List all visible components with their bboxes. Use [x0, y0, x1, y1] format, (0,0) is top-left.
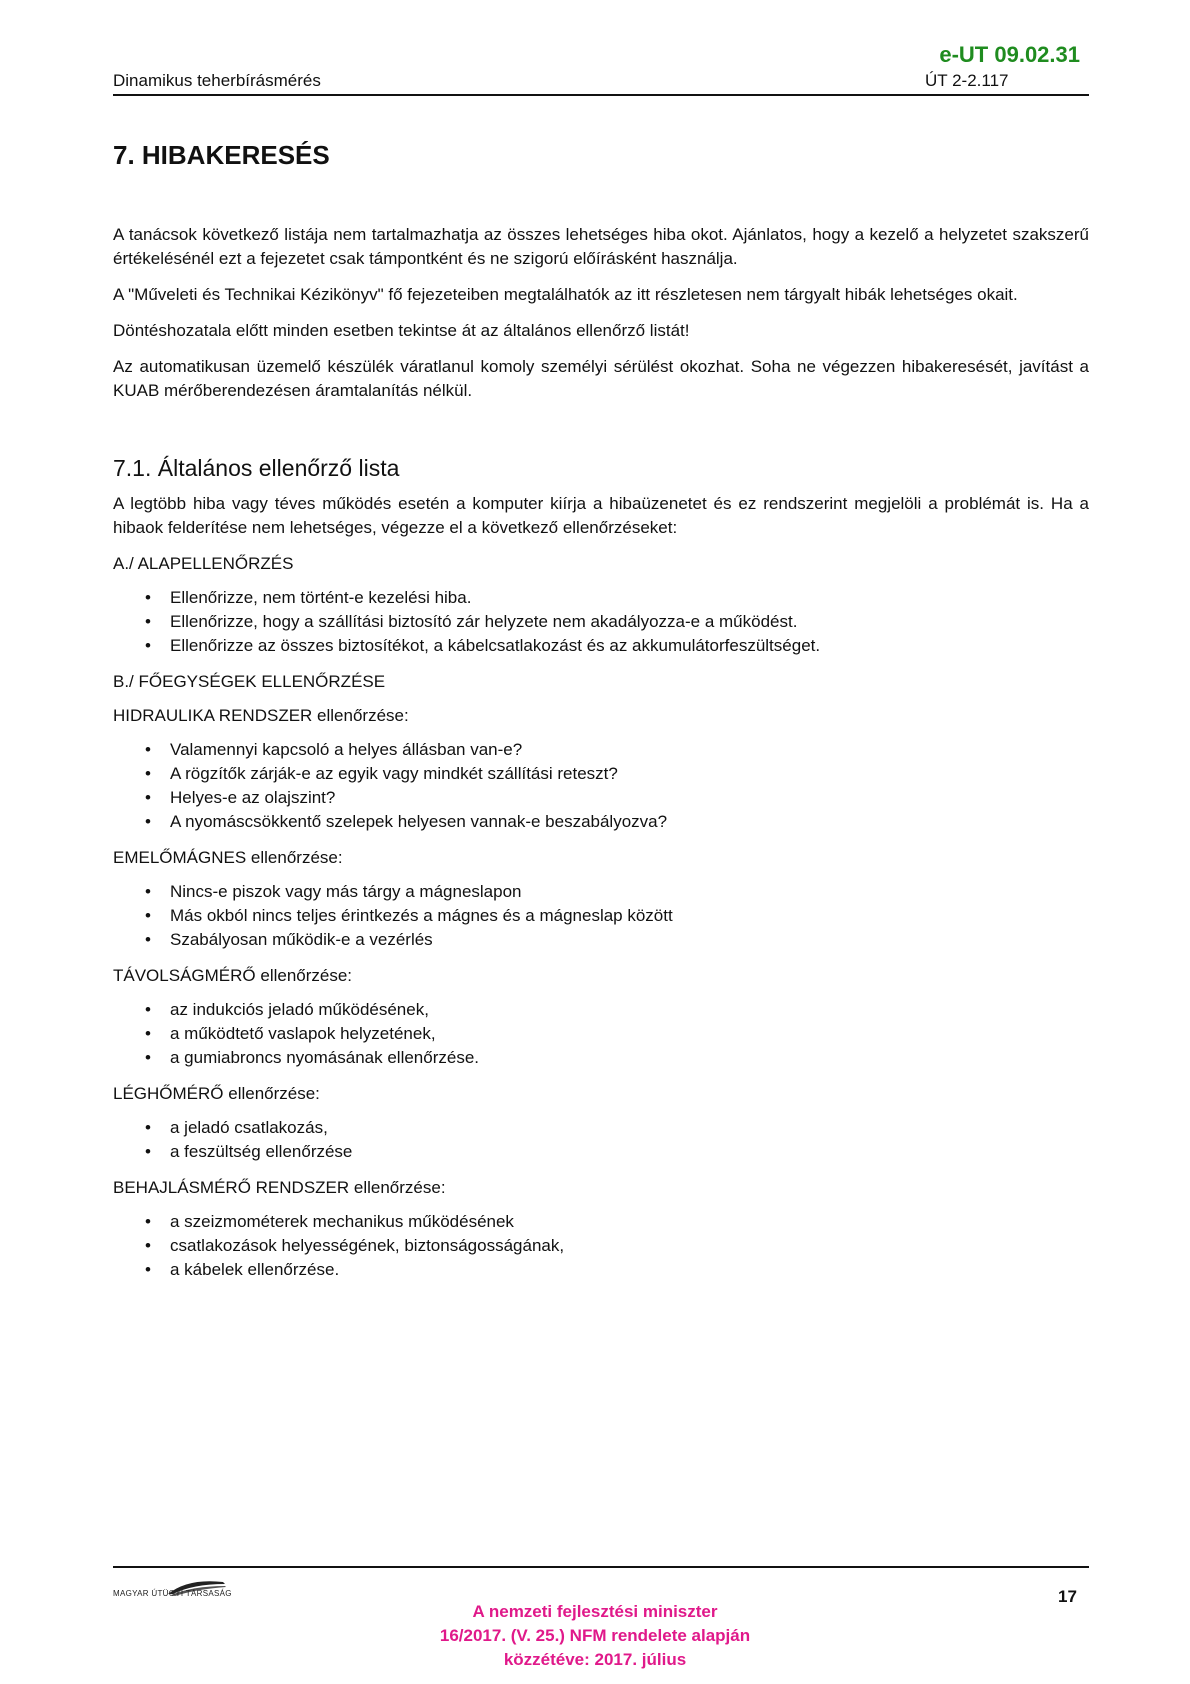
list-item: • a gumiabroncs nyomásának ellenőrzése. [145, 1046, 1089, 1070]
header-rule [113, 94, 1089, 96]
publication-note [0, 1600, 1190, 1672]
footer-rule [113, 1566, 1089, 1568]
hydraulics-title: HIDRAULIKA RENDSZER ellenőrzése: [113, 706, 409, 725]
list-item: • Szabályosan működik-e a vezérlés [145, 928, 1089, 952]
list-item: • a feszültség ellenőrzése [145, 1140, 1089, 1164]
magnet-title: EMELŐMÁGNES ellenőrzése: [113, 848, 343, 867]
list-item: • Más okból nincs teljes érintkezés a mágnes és a mágneslap között [145, 904, 1089, 928]
page-content [113, 140, 1089, 1294]
distance-list [113, 998, 1089, 1070]
list-item: • Ellenőrizze az összes biztosítékot, a kábelcsatlakozást és az akkumulátorfeszültséget. [145, 634, 1089, 658]
header-title: Dinamikus teherbírásmérés [113, 71, 321, 90]
main-units-title: B./ FŐEGYSÉGEK ELLENŐRZÉSE [113, 672, 386, 691]
intro-paragraph: A "Műveleti és Technikai Kézikönyv" fő fejezeteiben megtalálhatók az itt részletesen nem tárgyalt hibák lehetséges okait. [113, 285, 1018, 304]
magnet-list [113, 880, 1089, 952]
header-standard: ÚT 2-2.117 [925, 71, 1009, 90]
hydraulics-list [113, 738, 1089, 834]
logo-text: MAGYAR ÚTÜGYI TÁRSASÁG [113, 1589, 232, 1598]
thermometer-title: LÉGHŐMÉRŐ ellenőrzése: [113, 1084, 320, 1103]
list-item: • Ellenőrizze, nem történt-e kezelési hiba. [145, 586, 1089, 610]
publication-line: közzétéve: 2017. július [503, 1650, 687, 1669]
intro-paragraph: Az automatikusan üzemelő készülék váratlanul komoly személyi sérülést okozhat. Soha ne végezzen hibakeresését, javítást a KUAB mérőberendezésen áramtalanítás nélkül. [113, 357, 1089, 400]
list-item: • Helyes-e az olajszint? [145, 786, 1089, 810]
deflection-title: BEHAJLÁSMÉRŐ RENDSZER ellenőrzése: [113, 1178, 446, 1197]
list-item: • a szeizmométerek mechanikus működésének [145, 1210, 1089, 1234]
deflection-list [113, 1210, 1089, 1282]
chapter-title: 7. HIBAKERESÉS [113, 140, 330, 170]
page-number: 17 [1058, 1587, 1077, 1606]
intro-paragraph: A tanácsok következő listája nem tartalmazhatja az összes lehetséges hiba okot. Ajánlatos, hogy a kezelő a helyzetet szakszerű értékelésénél ezt a fejezetet csak támpontként és ne szigorú előírásként használja. [113, 225, 1089, 268]
list-item: • az indukciós jeladó működésének, [145, 998, 1089, 1022]
publication-line: 16/2017. (V. 25.) NFM rendelete alapján [439, 1626, 751, 1645]
publication-line: A nemzeti fejlesztési miniszter [472, 1602, 718, 1621]
section-intro: A legtöbb hiba vagy téves működés esetén a komputer kiírja a hibaüzenetet és ez rendszerint megjelöli a problémát is. Ha a hibaok felderítése nem lehetséges, végezze el a következő ellenőrzéseket: [113, 494, 1089, 537]
list-item: • a kábelek ellenőrzése. [145, 1258, 1089, 1282]
intro-paragraph: Döntéshozatala előtt minden esetben tekintse át az általános ellenőrző listát! [113, 321, 690, 340]
list-item: • Ellenőrizze, hogy a szállítási biztosító zár helyzete nem akadályozza-e a működést. [145, 610, 1089, 634]
thermometer-list [113, 1116, 1089, 1164]
section-title: 7.1. Általános ellenőrző lista [113, 455, 400, 481]
list-item: • a jeladó csatlakozás, [145, 1116, 1089, 1140]
list-item: • A rögzítők zárják-e az egyik vagy mindkét szállítási reteszt? [145, 762, 1089, 786]
list-item: • Nincs-e piszok vagy más tárgy a mágneslapon [145, 880, 1089, 904]
basic-check-title: A./ ALAPELLENŐRZÉS [113, 554, 294, 573]
list-item: • Valamennyi kapcsoló a helyes állásban van-e? [145, 738, 1089, 762]
list-item: • A nyomáscsökkentő szelepek helyesen vannak-e beszabályozva? [145, 810, 1089, 834]
distance-title: TÁVOLSÁGMÉRŐ ellenőrzése: [113, 966, 353, 985]
doc-code: e-UT 09.02.31 [939, 42, 1080, 67]
list-item: • csatlakozások helyességének, biztonságosságának, [145, 1234, 1089, 1258]
list-item: • a működtető vaslapok helyzetének, [145, 1022, 1089, 1046]
basic-check-list [113, 586, 1089, 658]
